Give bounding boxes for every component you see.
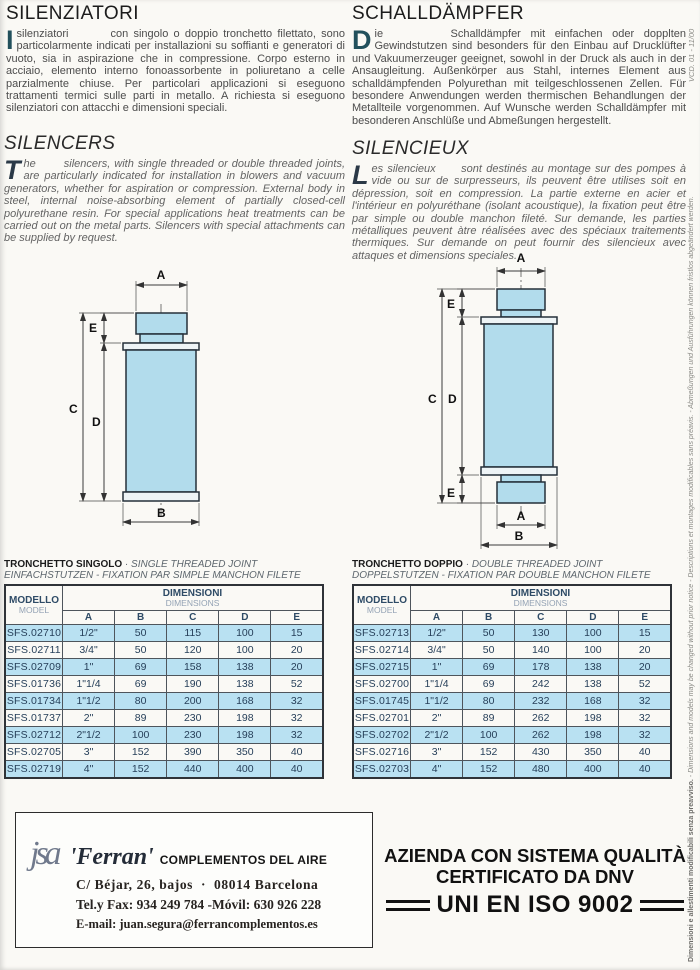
table-row <box>353 625 671 642</box>
table-row <box>353 693 671 710</box>
model-cell: SFS.02713 <box>353 625 411 642</box>
dimension-cell: 50 <box>463 625 515 642</box>
dimension-cell: 350 <box>567 744 619 761</box>
table-row <box>5 676 323 693</box>
dimension-cell: 138 <box>567 676 619 693</box>
dimension-cell: 1" <box>63 659 115 676</box>
iso-row <box>382 891 688 919</box>
dropcap-french: L <box>352 160 369 190</box>
dimension-cell: 2" <box>411 710 463 727</box>
col-c: C <box>167 611 219 625</box>
table-row <box>5 659 323 676</box>
section-english <box>4 133 345 245</box>
table-row <box>353 744 671 761</box>
dropcap-italian: I <box>6 25 14 55</box>
quality-line1: AZIENDA CON SISTEMA QUALITÀ <box>384 845 686 866</box>
dimension-cell: 32 <box>619 710 671 727</box>
dimension-cell: 400 <box>567 761 619 779</box>
table-double-threaded <box>352 559 676 779</box>
col-b: B <box>115 611 167 625</box>
dimension-table-single <box>4 584 324 779</box>
col-d: D <box>567 611 619 625</box>
jsa-logo: jsa <box>30 835 58 872</box>
dim-label-a-bottom: A <box>516 509 526 523</box>
edge-disclaimer-rest: - Dimensions and models may be changed without prior notice - Descriptions et montages modificables sans préavis. - Abmeßungen und Ausführungen können fristlos abgeändert werden. <box>688 196 695 780</box>
edge-revision-code: VCD. 01 - 11/00 <box>687 28 696 82</box>
dimension-cell: 2" <box>63 710 115 727</box>
quality-line2: CERTIFICATO DA DNV <box>435 866 635 887</box>
dimension-cell: 40 <box>271 744 323 761</box>
dimension-cell: 198 <box>219 710 271 727</box>
dimension-cell: 198 <box>219 727 271 744</box>
dimension-cell: 140 <box>515 642 567 659</box>
header-model <box>353 585 411 625</box>
table-double-title <box>352 559 676 570</box>
dimension-cell: 20 <box>619 659 671 676</box>
dimension-cell: 1"1/4 <box>63 676 115 693</box>
dropcap-english: T <box>4 155 21 185</box>
dimension-cell: 440 <box>167 761 219 779</box>
col-e: E <box>619 611 671 625</box>
header-model-en: MODEL <box>18 605 50 615</box>
table-single-title-italic: SINGLE THREADED JOINT <box>131 559 258 570</box>
header-dimensioni: DIMENSIONI <box>510 588 571 599</box>
title-separator: · <box>122 559 132 570</box>
table-row <box>5 693 323 710</box>
dimension-cell: 100 <box>219 625 271 642</box>
model-cell: SFS.01734 <box>5 693 63 710</box>
model-cell: SFS.02715 <box>353 659 411 676</box>
dimension-cell: 3" <box>411 744 463 761</box>
model-cell: SFS.02710 <box>5 625 63 642</box>
model-cell: SFS.01737 <box>5 710 63 727</box>
edge-disclaimer-bold: Dimensioni e allestimenti modificabili senza preavviso. <box>688 779 695 962</box>
business-card <box>15 812 373 948</box>
dimension-cell: 198 <box>567 710 619 727</box>
header-model-en: MODEL <box>366 605 398 615</box>
dimension-cell: 152 <box>463 761 515 779</box>
model-cell: SFS.02709 <box>5 659 63 676</box>
dimension-cell: 80 <box>463 693 515 710</box>
col-d: D <box>219 611 271 625</box>
section-italian <box>6 3 345 115</box>
table-row <box>353 710 671 727</box>
col-b: B <box>463 611 515 625</box>
table-row <box>5 625 323 642</box>
dimension-cell: 230 <box>167 727 219 744</box>
model-cell: SFS.02712 <box>5 727 63 744</box>
dimension-cell: 32 <box>271 727 323 744</box>
dimension-cell: 198 <box>567 727 619 744</box>
dimension-cell: 2"1/2 <box>411 727 463 744</box>
dimension-cell: 480 <box>515 761 567 779</box>
section-title-french: SILENCIEUX <box>352 138 469 159</box>
dim-label-a: A <box>156 268 166 282</box>
paragraph-french-text: es silencieux sont destinés au montage sur des pompes à vide ou sur de surpresseurs, ils peuvent être utilises soit en dépression, soit en compression. La partie externe en acier et l'intérieur en polyuréthane (isolant acoustique), la fixation peut être par simple ou double manchon fileté. Sur demande, les parties métalliques peuvent àtre réalisées avec des spéciaux traitements thermiques. Sur demande on peut fournir des silencieux avec attaques et dimensions speciales. <box>352 163 686 262</box>
dimension-cell: 138 <box>219 659 271 676</box>
iso-rule-right <box>640 900 684 911</box>
dimension-cell: 262 <box>515 727 567 744</box>
card-tagline: COMPLEMENTOS DEL AIRE <box>159 853 328 867</box>
dimension-cell: 15 <box>619 625 671 642</box>
dimension-cell: 4" <box>411 761 463 779</box>
dimension-cell: 20 <box>271 642 323 659</box>
dimension-cell: 230 <box>167 710 219 727</box>
model-cell: SFS.02714 <box>353 642 411 659</box>
table-single-title-bold: TRONCHETTO SINGOLO <box>4 559 123 570</box>
dimension-cell: 350 <box>219 744 271 761</box>
table-row <box>5 710 323 727</box>
dimension-cell: 152 <box>115 761 167 779</box>
dimension-cell: 100 <box>463 727 515 744</box>
dimension-cell: 158 <box>167 659 219 676</box>
dimension-cell: 430 <box>515 744 567 761</box>
dim-label-d: D <box>92 415 101 429</box>
dimension-cell: 69 <box>115 676 167 693</box>
table-row <box>353 727 671 744</box>
dimension-cell: 190 <box>167 676 219 693</box>
dimension-cell: 52 <box>271 676 323 693</box>
model-cell: SFS.01736 <box>5 676 63 693</box>
dimension-cell: 89 <box>463 710 515 727</box>
header-model <box>5 585 63 625</box>
dimension-cell: 1/2" <box>63 625 115 642</box>
dim-label-b: B <box>157 506 166 520</box>
section-title-english: SILENCERS <box>4 133 116 154</box>
table-single-title <box>4 559 328 570</box>
dimension-cell: 100 <box>219 642 271 659</box>
dimension-cell: 100 <box>567 625 619 642</box>
col-c: C <box>515 611 567 625</box>
dimension-cell: 50 <box>115 625 167 642</box>
model-cell: SFS.02701 <box>353 710 411 727</box>
dimension-cell: 130 <box>515 625 567 642</box>
table-single-subtitle: EINFACHSTUTZEN - FIXATION PAR SIMPLE MANCHON FILETE <box>4 570 301 581</box>
section-title-german: SCHALLDÄMPFER <box>352 3 525 24</box>
paragraph-german-text: ie Schalldämpfer mit einfachen oder dopplten Gewindstutzen sind besonders für den Einbau auf Drucklüfter und Vakuumerzeuger geeignet, sowohl in der Druck als auch in der Ansaugleitung. Außenkörper aus Stahl, internes Element aus schalldämpfenden Polyurethan mit teilgeschlossenen Zellen. Für besondere Anwendungen werden thermischen Behandlungen der Metallteile vorgenommen. Auf Wunsche werden Schalldämpfer mit besonderen Anschlüße und Abmeßungen hergestellt. <box>352 28 686 127</box>
dimension-cell: 152 <box>115 744 167 761</box>
header-modello: MODELLO <box>9 595 59 606</box>
diagram-single-threaded-silencer <box>55 266 305 538</box>
dimension-cell: 242 <box>515 676 567 693</box>
table-row <box>353 676 671 693</box>
dimension-cell: 40 <box>271 761 323 779</box>
dimension-cell: 400 <box>219 761 271 779</box>
dimension-cell: 4" <box>63 761 115 779</box>
dim-label-e-bottom: E <box>447 486 456 500</box>
dimension-cell: 390 <box>167 744 219 761</box>
dimension-cell: 3/4" <box>411 642 463 659</box>
dimension-cell: 1"1/2 <box>411 693 463 710</box>
dim-label-a-top: A <box>516 251 526 265</box>
table-row <box>5 642 323 659</box>
dimension-cell: 20 <box>619 642 671 659</box>
dimension-cell: 50 <box>115 642 167 659</box>
diagram-double-threaded-silencer <box>395 250 655 555</box>
paragraph-english <box>4 155 345 245</box>
model-cell: SFS.02700 <box>353 676 411 693</box>
dimension-cell: 80 <box>115 693 167 710</box>
header-dimensions <box>63 585 324 611</box>
ferran-logo: 'Ferran' <box>69 844 154 870</box>
dimension-cell: 69 <box>115 659 167 676</box>
table-double-title-bold: TRONCHETTO DOPPIO <box>352 559 463 570</box>
header-modello: MODELLO <box>357 595 407 606</box>
dimension-cell: 32 <box>271 693 323 710</box>
dimension-cell: 1" <box>411 659 463 676</box>
quality-certification <box>382 845 688 919</box>
card-email: E-mail: juan.segura@ferrancomplementos.es <box>76 917 318 931</box>
dimension-cell: 40 <box>619 744 671 761</box>
title-separator: · <box>462 559 472 570</box>
dimension-cell: 32 <box>619 693 671 710</box>
dimension-cell: 200 <box>167 693 219 710</box>
dim-label-d: D <box>448 392 457 406</box>
section-title-italian: SILENZIATORI <box>6 3 139 24</box>
paragraph-french <box>352 160 686 262</box>
header-dimensions <box>411 585 672 611</box>
section-german <box>352 3 686 127</box>
edge-disclaimer <box>688 196 695 962</box>
dimension-cell: 1"1/2 <box>63 693 115 710</box>
table-double-subtitle: DOPPELSTUTZEN - FIXATION PAR DOUBLE MANCHON FILETE <box>352 570 651 581</box>
dimension-cell: 69 <box>463 676 515 693</box>
table-row <box>5 761 323 779</box>
model-cell: SFS.02711 <box>5 642 63 659</box>
table-single-threaded <box>4 559 328 779</box>
dimension-cell: 20 <box>271 659 323 676</box>
model-cell: SFS.02705 <box>5 744 63 761</box>
dropcap-german: D <box>352 25 372 55</box>
paragraph-italian <box>6 25 345 115</box>
table-row <box>353 642 671 659</box>
dimension-cell: 69 <box>463 659 515 676</box>
model-cell: SFS.02703 <box>353 761 411 779</box>
dimension-cell: 40 <box>619 761 671 779</box>
model-cell: SFS.02702 <box>353 727 411 744</box>
dimension-cell: 1/2" <box>411 625 463 642</box>
dimension-cell: 2"1/2 <box>63 727 115 744</box>
table-row <box>353 761 671 779</box>
dimension-cell: 100 <box>567 642 619 659</box>
card-phone: Tel.y Fax: 934 249 784 -Móvil: 630 926 228 <box>76 897 322 912</box>
dimension-cell: 115 <box>167 625 219 642</box>
header-dimensions-en: DIMENSIONS <box>513 598 568 608</box>
table-row <box>5 744 323 761</box>
model-cell: SFS.02719 <box>5 761 63 779</box>
dimension-cell: 52 <box>619 676 671 693</box>
dimension-cell: 262 <box>515 710 567 727</box>
model-cell: SFS.01745 <box>353 693 411 710</box>
dimension-cell: 89 <box>115 710 167 727</box>
dimension-cell: 50 <box>463 642 515 659</box>
col-e: E <box>271 611 323 625</box>
dimension-cell: 168 <box>567 693 619 710</box>
dim-label-b: B <box>514 529 524 543</box>
dimension-cell: 120 <box>167 642 219 659</box>
header-dimensions-en: DIMENSIONS <box>165 598 220 608</box>
dimension-cell: 15 <box>271 625 323 642</box>
dimension-cell: 152 <box>463 744 515 761</box>
iso-standard: UNI EN ISO 9002 <box>436 891 634 918</box>
dim-label-e: E <box>89 321 98 335</box>
dimension-cell: 3" <box>63 744 115 761</box>
dimension-cell: 138 <box>567 659 619 676</box>
header-dimensioni: DIMENSIONI <box>162 588 223 599</box>
table-row <box>353 659 671 676</box>
table-double-title-italic: DOUBLE THREADED JOINT <box>471 559 603 570</box>
table-row <box>5 727 323 744</box>
dimension-cell: 232 <box>515 693 567 710</box>
dim-label-c: C <box>69 402 78 416</box>
dimension-cell: 32 <box>271 710 323 727</box>
dimension-cell: 1"1/4 <box>411 676 463 693</box>
section-french <box>352 138 686 262</box>
dimension-cell: 32 <box>619 727 671 744</box>
dimension-cell: 168 <box>219 693 271 710</box>
model-cell: SFS.02716 <box>353 744 411 761</box>
iso-rule-left <box>386 900 430 911</box>
paragraph-german <box>352 25 686 127</box>
dimension-table-double <box>352 584 672 779</box>
dim-label-c: C <box>428 392 437 406</box>
col-a: A <box>411 611 463 625</box>
dimension-cell: 100 <box>115 727 167 744</box>
dimension-cell: 178 <box>515 659 567 676</box>
paragraph-italian-text: silenziatori con singolo o doppio tronchetto filettato, sono particolarmente indicati per installazioni su soffianti e generatori di vuoto, sia in aspirazione che in compressione. Corpo esterno in acciaio, elemento interno fonoassorbente in poliuretano a celle parzialmente chiuse. Per particolari applicazioni si eseguono trattamenti termici sulle parti in metallo. A richiesta si eseguono silenziatori con attacchi e dimensioni speciali. <box>6 28 345 115</box>
col-a: A <box>63 611 115 625</box>
dimension-cell: 138 <box>219 676 271 693</box>
paragraph-english-text: he silencers, with single threaded or double threaded joints, are particularly indicated for installation in blowers and vacuum generators, whether for aspiration or compression. External body in steel, internal noise-absorbing element of partially closed-cell polyurethane resin. For special applications heat treatments can be carried out on the metal parts. Silencers with special attachments can be supplied by request. <box>4 158 345 245</box>
dimension-cell: 3/4" <box>63 642 115 659</box>
card-logo-row <box>30 835 327 873</box>
dim-label-e-top: E <box>447 297 456 311</box>
card-address: C/ Béjar, 26, bajos · 08014 Barcelona <box>76 877 319 892</box>
